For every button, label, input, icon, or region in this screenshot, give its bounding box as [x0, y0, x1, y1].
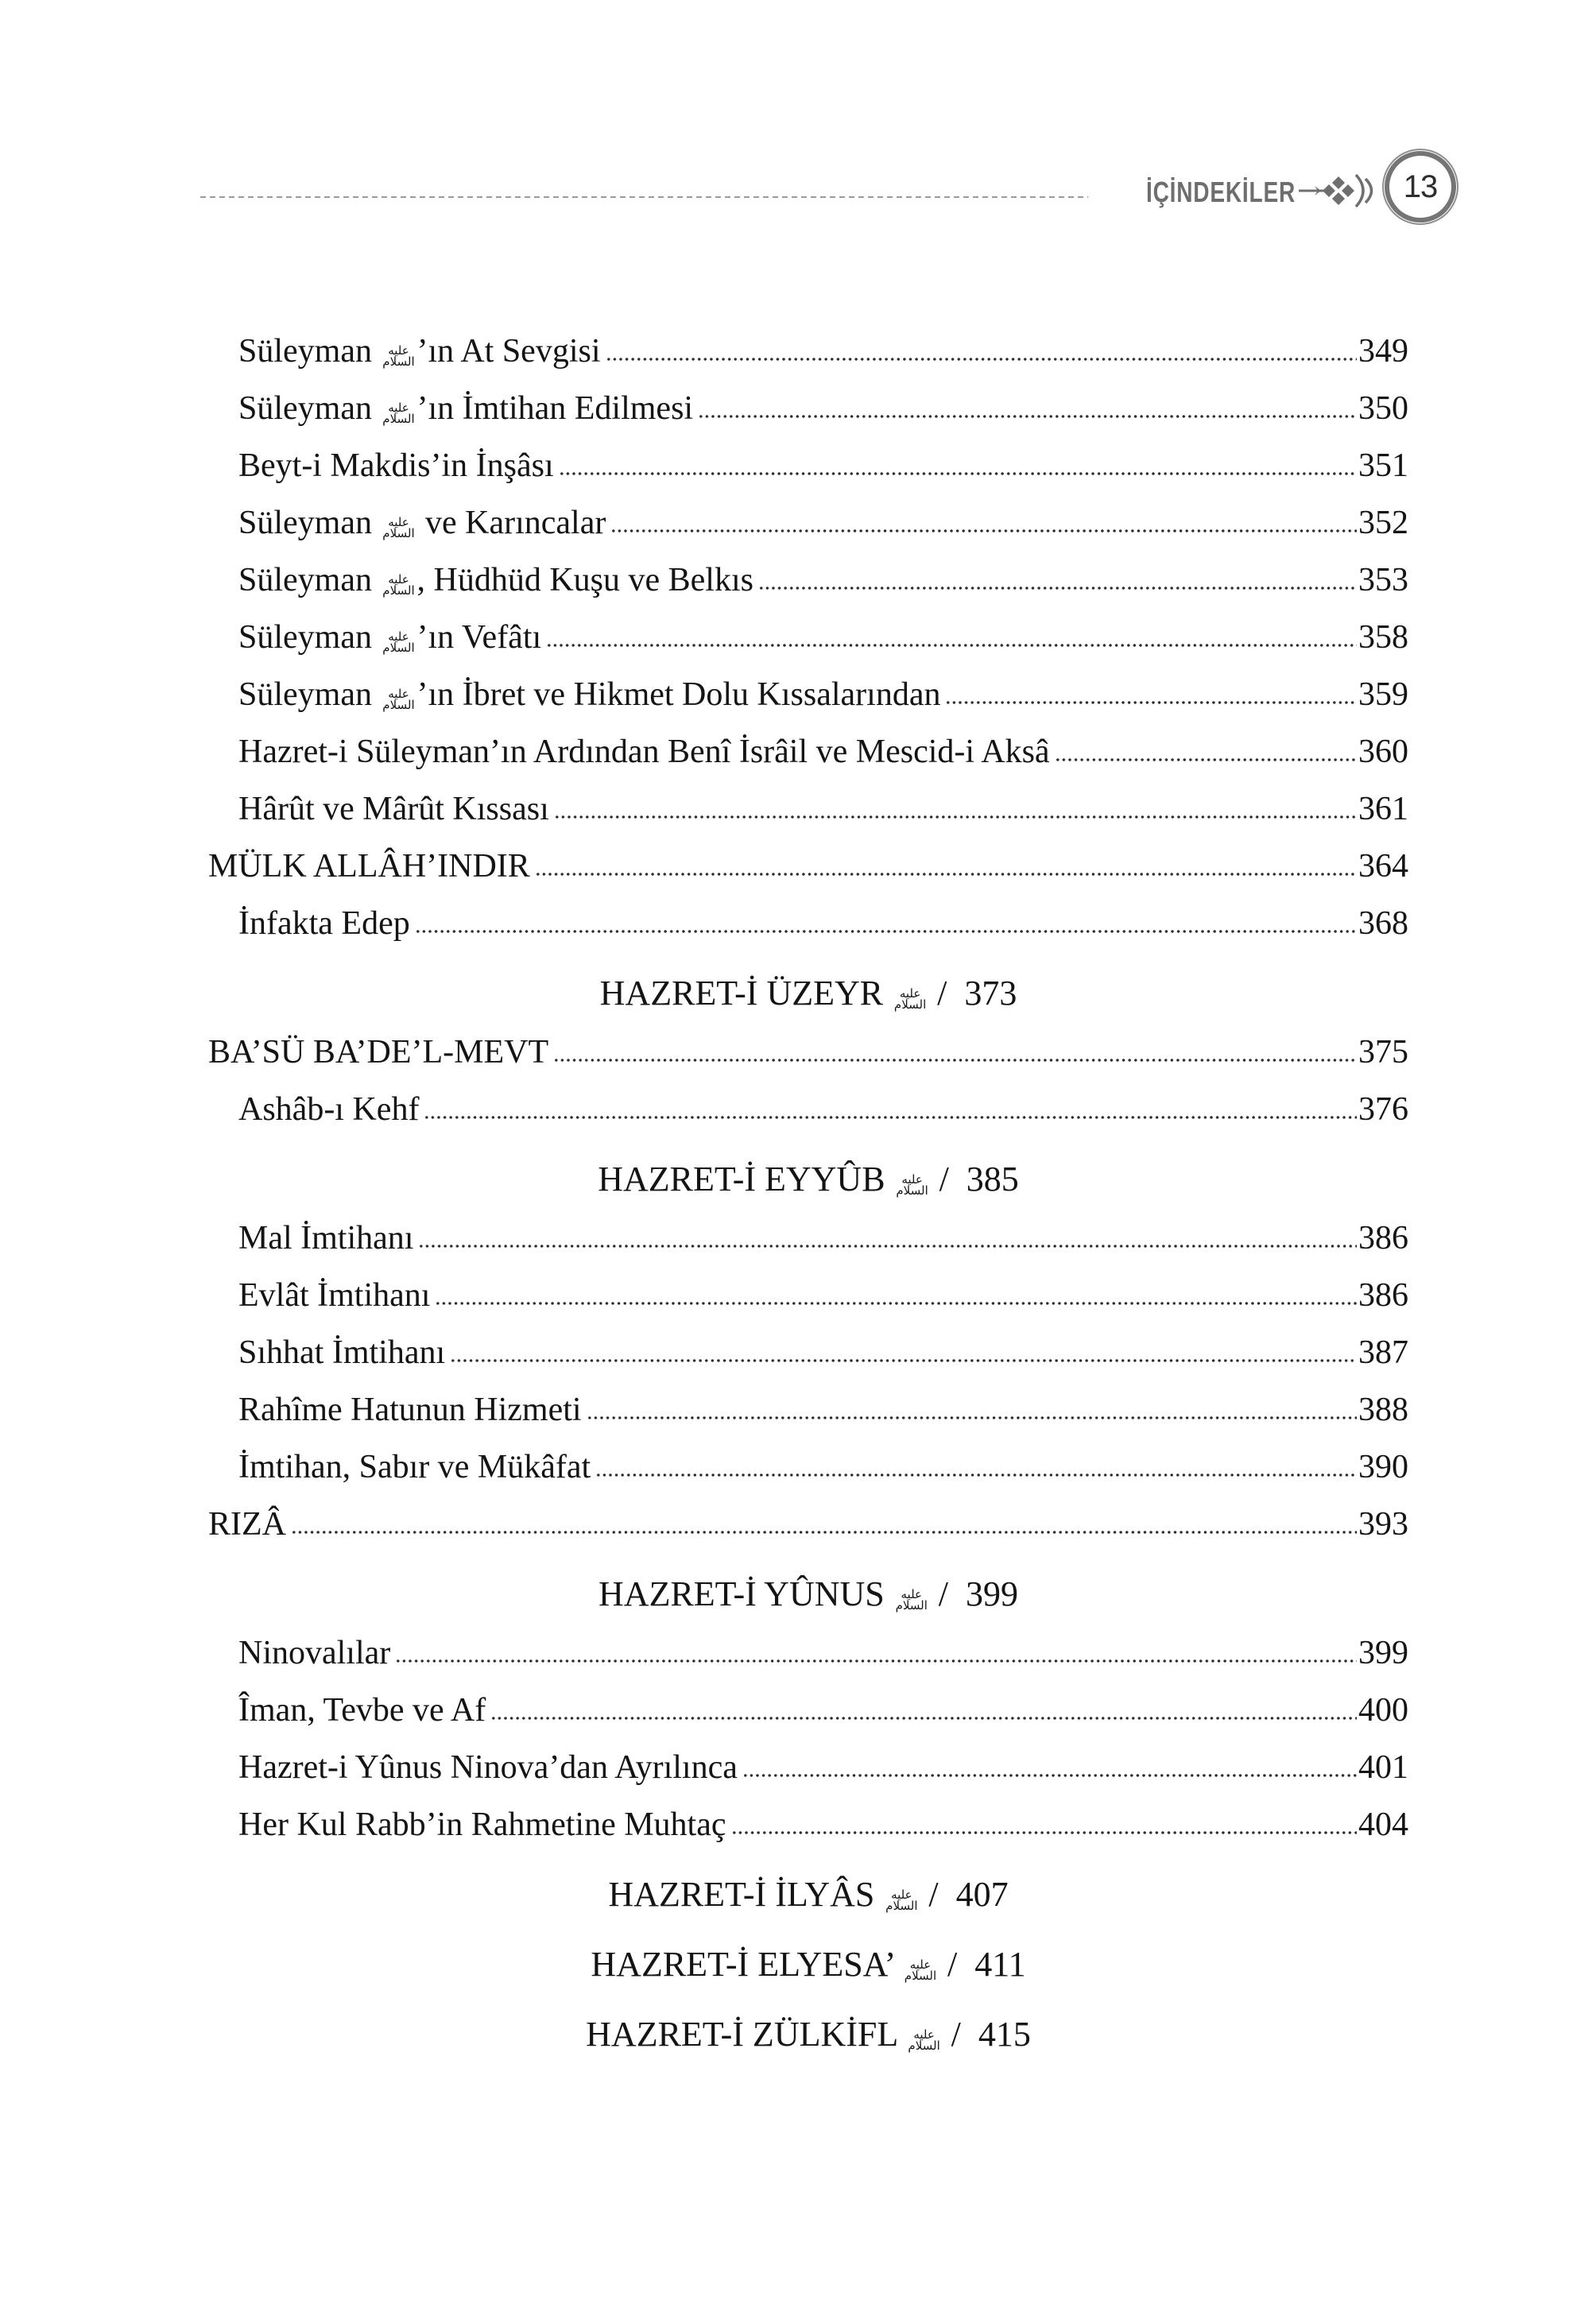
- entry-title: HAZRET-İ İLYÂS عليه السلام: [608, 1866, 920, 1923]
- entry-title: Ninovalılar: [238, 1635, 391, 1671]
- toc-entry: [208, 780, 1408, 838]
- entry-page-number: 353: [1358, 562, 1408, 598]
- toc-entry: [208, 552, 1408, 609]
- dot-leader: [535, 870, 1357, 877]
- toc-entry: [208, 609, 1408, 666]
- entry-page-number: 388: [1358, 1392, 1408, 1428]
- entry-page-number: 411: [974, 1945, 1026, 1984]
- dot-leader: [554, 813, 1357, 819]
- dot-leader: [595, 1471, 1357, 1477]
- entry-title: Evlât İmtihanı: [238, 1277, 431, 1314]
- entry-title: HAZRET-İ ELYESA’ عليه السلام: [591, 1936, 939, 1993]
- dot-leader: [424, 1113, 1357, 1120]
- dot-leader: [698, 412, 1357, 419]
- dot-leader: [559, 470, 1357, 476]
- dot-leader: [490, 1714, 1357, 1721]
- dot-leader: [450, 1357, 1357, 1363]
- dot-leader: [758, 584, 1357, 590]
- entry-title: Îman, Tevbe ve Af: [238, 1692, 486, 1729]
- entry-page-number: 401: [1358, 1749, 1408, 1786]
- toc-entry: [208, 1682, 1408, 1739]
- entry-page-number: 415: [978, 2015, 1031, 2054]
- aleyhisselam-symbol: عليه السلام: [895, 1586, 928, 1613]
- entry-title: HAZRET-İ YÛNUS عليه السلام: [598, 1566, 930, 1623]
- aleyhisselam-symbol: عليه السلام: [382, 571, 415, 598]
- page-number-badge: [1385, 151, 1456, 223]
- toc-entry: [208, 1624, 1408, 1682]
- aleyhisselam-symbol: عليه السلام: [382, 686, 415, 712]
- entry-page-number: 375: [1358, 1034, 1408, 1071]
- aleyhisselam-symbol: عليه السلام: [382, 400, 415, 426]
- toc-entry: [208, 1438, 1408, 1496]
- entry-page-number: 359: [1358, 676, 1408, 713]
- entry-title: Beyt-i Makdis’in İnşâsı: [238, 447, 554, 484]
- dot-leader: [606, 355, 1357, 362]
- entry-page-number: 349: [1358, 333, 1408, 370]
- page-number: 13: [1403, 168, 1438, 204]
- aleyhisselam-symbol: عليه السلام: [382, 343, 415, 369]
- entry-title: Rahîme Hatunun Hizmeti: [238, 1392, 582, 1428]
- toc-section-heading: [208, 965, 1408, 1022]
- entry-title: HAZRET-İ ZÜLKİFL عليه السلام: [586, 2006, 942, 2063]
- aleyhisselam-symbol: عليه السلام: [896, 1171, 928, 1198]
- header-rule: [200, 196, 1088, 198]
- entry-title: Mal İmtihanı: [238, 1220, 414, 1256]
- dot-leader: [546, 641, 1357, 648]
- heading-separator: /: [920, 1875, 956, 1914]
- entry-page-number: 399: [1358, 1635, 1408, 1671]
- toc-section-heading: [208, 1151, 1408, 1208]
- dot-leader: [395, 1657, 1357, 1663]
- dot-leader: [291, 1528, 1357, 1535]
- toc-entry: [208, 380, 1408, 437]
- entry-title: RIZÂ: [208, 1506, 286, 1543]
- toc-entry: [208, 1324, 1408, 1381]
- entry-page-number: 386: [1358, 1277, 1408, 1314]
- entry-page-number: 352: [1358, 505, 1408, 541]
- entry-title: Süleyman عليه السلام’ın İbret ve Hikmet Dolu Kıssalarından: [238, 676, 941, 713]
- entry-title: MÜLK ALLÂH’INDIR: [208, 848, 530, 885]
- header-ornament-icon: [1297, 165, 1380, 220]
- toc-section-heading: [208, 1566, 1408, 1623]
- toc-entry: [208, 1381, 1408, 1438]
- toc-section-heading: [208, 2006, 1408, 2063]
- aleyhisselam-symbol: عليه السلام: [885, 1887, 918, 1913]
- aleyhisselam-symbol: عليه السلام: [382, 629, 415, 655]
- toc-entry: [208, 323, 1408, 380]
- dot-leader: [553, 1056, 1357, 1063]
- entry-page-number: 393: [1358, 1506, 1408, 1543]
- heading-separator: /: [928, 974, 965, 1013]
- entry-page-number: 358: [1358, 619, 1408, 656]
- toc-entry: [208, 1739, 1408, 1796]
- dot-leader: [610, 527, 1357, 533]
- dot-leader: [415, 927, 1357, 934]
- entry-title: Hazret-i Süleyman’ın Ardından Benî İsrâil ve Mescid-i Aksâ: [238, 734, 1050, 770]
- entry-title: Sıhhat İmtihanı: [238, 1334, 446, 1371]
- toc-entry: [208, 437, 1408, 494]
- dot-leader: [1055, 756, 1357, 762]
- entry-title: BA’SÜ BA’DE’L-MEVT: [208, 1034, 549, 1071]
- heading-separator: /: [942, 2015, 978, 2054]
- entry-title: Süleyman عليه السلام, Hüdhüd Kuşu ve Belkıs: [238, 562, 753, 598]
- entry-page-number: 376: [1358, 1091, 1408, 1128]
- entry-page-number: 407: [955, 1875, 1009, 1914]
- aleyhisselam-symbol: عليه السلام: [382, 514, 415, 540]
- toc-section-heading: [208, 1936, 1408, 1993]
- entry-page-number: 385: [966, 1160, 1019, 1198]
- entry-page-number: 400: [1358, 1692, 1408, 1729]
- entry-page-number: 390: [1358, 1449, 1408, 1485]
- dot-leader: [435, 1299, 1357, 1306]
- entry-page-number: 387: [1358, 1334, 1408, 1371]
- heading-separator: /: [930, 1160, 967, 1198]
- toc-entry: [208, 666, 1408, 723]
- entry-title: Süleyman عليه السلام’ın Vefâtı: [238, 619, 542, 656]
- entry-title: HAZRET-İ ÜZEYR عليه السلام: [600, 965, 928, 1022]
- toc-entry: [208, 1267, 1408, 1324]
- entry-page-number: 368: [1358, 905, 1408, 942]
- entry-page-number: 373: [964, 974, 1017, 1013]
- dot-leader: [742, 1771, 1357, 1778]
- toc-entry: [208, 723, 1408, 780]
- aleyhisselam-symbol: عليه السلام: [908, 2027, 940, 2053]
- toc-entry: [208, 1210, 1408, 1267]
- entry-title: İnfakta Edep: [238, 905, 410, 942]
- entry-page-number: 386: [1358, 1220, 1408, 1256]
- entry-page-number: 399: [965, 1574, 1018, 1613]
- entry-page-number: 351: [1358, 447, 1408, 484]
- page-header: [200, 151, 1456, 223]
- toc-entry: [208, 838, 1408, 895]
- entry-page-number: 360: [1358, 734, 1408, 770]
- toc-entry: [208, 1081, 1408, 1138]
- entry-page-number: 404: [1358, 1806, 1408, 1843]
- toc-section-heading: [208, 1866, 1408, 1923]
- toc-entry: [208, 895, 1408, 952]
- toc-entry: [208, 1024, 1408, 1081]
- dot-leader: [418, 1242, 1357, 1249]
- dot-leader: [731, 1829, 1357, 1835]
- entry-title: Hârût ve Mârût Kıssası: [238, 791, 549, 827]
- dot-leader: [945, 699, 1357, 705]
- entry-title: Hazret-i Yûnus Ninova’dan Ayrılınca: [238, 1749, 738, 1786]
- toc-list: [208, 323, 1408, 2065]
- entry-title: HAZRET-İ EYYÛB عليه السلام: [598, 1151, 930, 1208]
- entry-title: Süleyman عليه السلام’ın At Sevgisi: [238, 333, 601, 370]
- heading-separator: /: [929, 1574, 966, 1613]
- heading-separator: /: [938, 1945, 975, 1984]
- entry-title: İmtihan, Sabır ve Mükâfat: [238, 1449, 591, 1485]
- entry-title: Her Kul Rabb’in Rahmetine Muhtaç: [238, 1806, 726, 1843]
- header-title: İÇİNDEKİLER: [1146, 176, 1296, 208]
- dot-leader: [587, 1414, 1357, 1420]
- entry-title: Ashâb-ı Kehf: [238, 1091, 420, 1128]
- entry-title: Süleyman عليه السلام’ın İmtihan Edilmesi: [238, 390, 694, 427]
- entry-page-number: 364: [1358, 848, 1408, 885]
- entry-page-number: 350: [1358, 390, 1408, 427]
- entry-page-number: 361: [1358, 791, 1408, 827]
- aleyhisselam-symbol: عليه السلام: [904, 1957, 937, 1983]
- aleyhisselam-symbol: عليه السلام: [893, 985, 927, 1012]
- toc-entry: [208, 1796, 1408, 1853]
- entry-title: Süleyman عليه السلام ve Karıncalar: [238, 505, 606, 541]
- toc-entry: [208, 494, 1408, 552]
- toc-entry: [208, 1496, 1408, 1553]
